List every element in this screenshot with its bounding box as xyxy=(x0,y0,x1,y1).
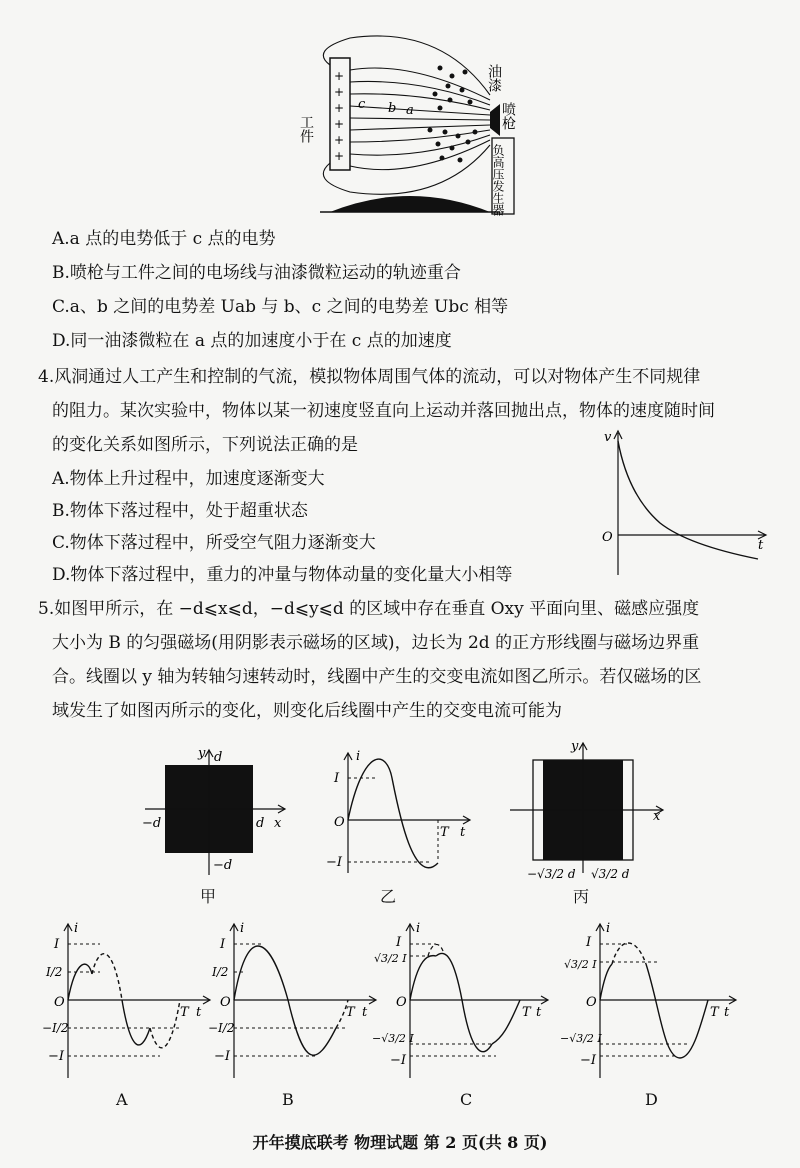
svg-text:i: i xyxy=(606,921,611,936)
gun-label: 喷枪 xyxy=(500,102,516,130)
point-a: a xyxy=(406,103,414,118)
svg-text:I: I xyxy=(396,935,402,950)
svg-text:O: O xyxy=(586,995,597,1010)
t-axis-label: t xyxy=(758,538,764,553)
q4-option-c: C.物体下落过程中，所受空气阻力逐渐变大 xyxy=(52,533,376,553)
svg-text:−d: −d xyxy=(213,858,233,873)
page-footer: 开年摸底联考 物理试题 第 2 页(共 8 页) xyxy=(252,1133,548,1152)
svg-text:i: i xyxy=(356,749,361,764)
caption-option-d: D xyxy=(645,1090,658,1109)
workpiece-label: 工件 xyxy=(298,115,314,143)
v-axis-label: v xyxy=(604,430,612,445)
svg-text:t: t xyxy=(362,1005,368,1020)
svg-text:I: I xyxy=(334,771,340,786)
spray-painting-figure xyxy=(290,20,520,220)
point-c: c xyxy=(358,97,366,112)
q4-option-b: B.物体下落过程中，处于超重状态 xyxy=(52,501,308,521)
q3-option-d: D.同一油漆微粒在 a 点的加速度小于在 c 点的加速度 xyxy=(52,331,452,351)
svg-text:−√3/2 I: −√3/2 I xyxy=(560,1032,602,1045)
svg-text:+: + xyxy=(334,149,345,163)
q4-option-d: D.物体下落过程中，重力的冲量与物体动量的变化量大小相等 xyxy=(52,565,513,585)
svg-text:−I/2: −I/2 xyxy=(208,1021,235,1035)
q4-option-a: A.物体上升过程中，加速度逐渐变大 xyxy=(52,469,325,489)
option-b-graph xyxy=(206,918,381,1083)
svg-text:I: I xyxy=(586,935,592,950)
svg-text:d: d xyxy=(214,750,223,765)
svg-text:y: y xyxy=(571,739,579,754)
svg-text:T: T xyxy=(180,1005,189,1020)
q4-stem-line2: 的阻力。某次实验中，物体以某一初速度竖直向上运动并落回抛出点，物体的速度随时间 xyxy=(52,401,715,421)
origin-label: O xyxy=(602,530,613,545)
caption-option-c: C xyxy=(460,1090,473,1109)
plus-signs: + xyxy=(334,69,345,83)
q3-option-b: B.喷枪与工件之间的电场线与油漆微粒运动的轨迹重合 xyxy=(52,263,461,283)
option-d-graph xyxy=(560,918,740,1083)
svg-text:I/2: I/2 xyxy=(46,965,63,979)
figure-jia xyxy=(140,745,290,885)
q5-stem-line3: 合。线圈以 y 轴为转轴匀速转动时，线圈中产生的交变电流如图乙所示。若仅磁场的区 xyxy=(52,667,702,687)
svg-text:I/2: I/2 xyxy=(212,965,229,979)
point-b: b xyxy=(388,101,397,116)
spray-gun-icon xyxy=(490,104,500,136)
svg-text:t: t xyxy=(196,1005,202,1020)
svg-text:t: t xyxy=(460,825,466,840)
svg-text:i: i xyxy=(416,921,421,936)
svg-text:d: d xyxy=(256,816,265,831)
svg-text:x: x xyxy=(653,809,661,824)
svg-text:O: O xyxy=(220,995,231,1010)
caption-bing: 丙 xyxy=(573,887,590,906)
caption-option-a: A xyxy=(116,1090,128,1109)
svg-text:√3/2 d: √3/2 d xyxy=(591,867,630,881)
velocity-time-graph xyxy=(598,425,773,580)
svg-text:O: O xyxy=(54,995,65,1010)
paint-label: 油漆 xyxy=(486,64,502,92)
caption-jia: 甲 xyxy=(200,887,217,906)
svg-text:T: T xyxy=(710,1005,719,1020)
q5-stem-line2: 大小为 B 的匀强磁场(用阴影表示磁场的区域)，边长为 2d 的正方形线圈与磁场边界重 xyxy=(52,633,700,653)
svg-text:I: I xyxy=(220,937,226,952)
svg-text:+: + xyxy=(334,117,345,131)
generator-label: 负高压发生器 xyxy=(491,144,505,216)
svg-text:T: T xyxy=(440,825,449,840)
svg-text:I: I xyxy=(54,937,60,952)
q4-stem-line3: 的变化关系如图所示，下列说法正确的是 xyxy=(52,435,358,455)
figure-yi xyxy=(318,748,478,878)
svg-text:T: T xyxy=(522,1005,531,1020)
svg-text:−I: −I xyxy=(214,1049,231,1064)
q3-option-c: C.a、b 之间的电势差 Uab 与 b、c 之间的电势差 Ubc 相等 xyxy=(52,297,509,317)
figure-bing xyxy=(505,738,670,886)
svg-text:O: O xyxy=(396,995,407,1010)
svg-text:−√3/2 I: −√3/2 I xyxy=(372,1032,414,1045)
y-label: y xyxy=(198,746,206,761)
svg-text:t: t xyxy=(536,1005,542,1020)
svg-text:−d: −d xyxy=(142,816,162,831)
svg-text:−I/2: −I/2 xyxy=(42,1021,69,1035)
svg-text:−I: −I xyxy=(580,1053,597,1068)
q4-stem-line1: 4.风洞通过人工产生和控制的气流，模拟物体周围气体的流动，可以对物体产生不同规律 xyxy=(38,367,701,387)
velocity-curve xyxy=(618,441,758,559)
svg-text:+: + xyxy=(334,85,345,99)
svg-text:√3/2 I: √3/2 I xyxy=(564,958,597,971)
svg-text:−I: −I xyxy=(390,1053,407,1068)
q5-stem-line4: 域发生了如图丙所示的变化，则变化后线圈中产生的交变电流可能为 xyxy=(52,701,562,721)
caption-yi: 乙 xyxy=(380,887,397,906)
svg-text:+: + xyxy=(334,133,345,147)
svg-text:√3/2 I: √3/2 I xyxy=(374,952,407,965)
svg-text:−√3/2 d: −√3/2 d xyxy=(527,867,576,881)
svg-text:−I: −I xyxy=(326,855,343,870)
svg-text:O: O xyxy=(334,815,345,830)
q3-option-a: A.a 点的电势低于 c 点的电势 xyxy=(52,229,276,249)
q5-stem-line1: 5.如图甲所示，在 −d⩽x⩽d，−d⩽y⩽d 的区域中存在垂直 Oxy 平面向里、磁感应强度 xyxy=(38,599,700,619)
svg-text:i: i xyxy=(74,921,79,936)
svg-text:+: + xyxy=(334,101,345,115)
svg-text:t: t xyxy=(724,1005,730,1020)
ground xyxy=(330,196,490,212)
option-c-graph xyxy=(372,918,552,1083)
svg-text:T: T xyxy=(346,1005,355,1020)
caption-option-b: B xyxy=(282,1090,294,1109)
svg-text:−I: −I xyxy=(48,1049,65,1064)
x-label: x xyxy=(274,816,282,831)
option-a-graph xyxy=(40,918,215,1083)
svg-text:i: i xyxy=(240,921,245,936)
